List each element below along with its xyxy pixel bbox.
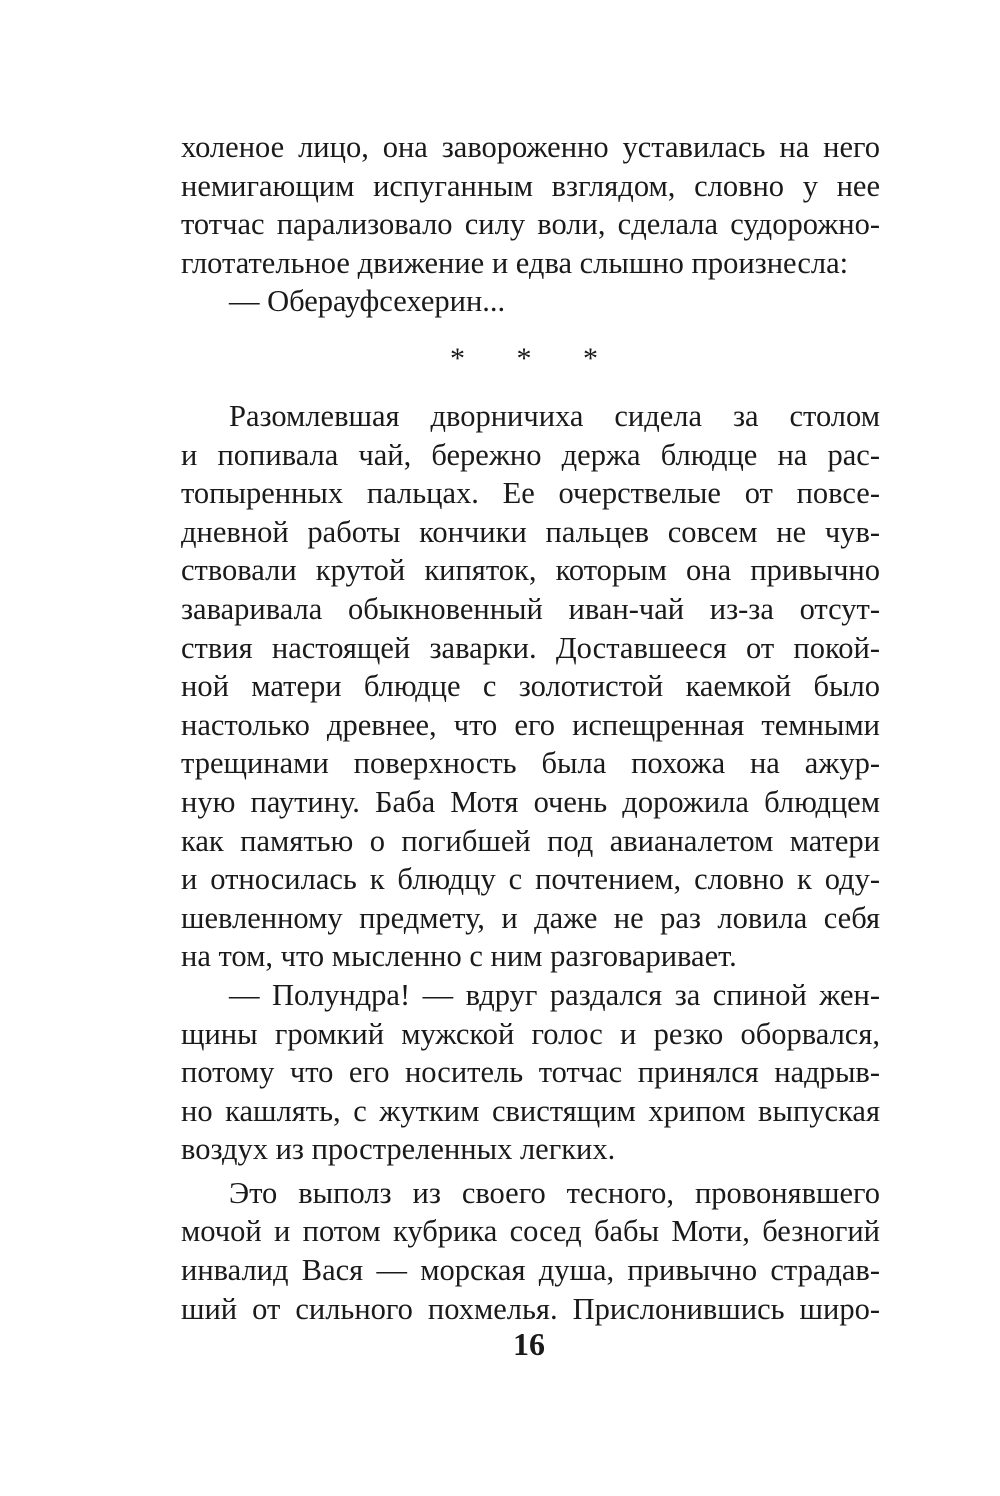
text-line: ствовали крутой кипяток, которым она привычно xyxy=(181,553,880,588)
text-line: ную паутину. Баба Мотя очень дорожила блюдцем xyxy=(181,784,880,819)
text-line: немигающим испуганным взглядом, словно у нее xyxy=(181,168,880,203)
text-line: и попивала чай, бережно держа блюдце на рас- xyxy=(181,437,880,472)
text-block-top xyxy=(181,128,880,321)
text-line: Это выполз из своего тесного, провонявшего xyxy=(229,1175,880,1210)
text-line: но кашлять, с жутким свистящим хрипом выпуская xyxy=(181,1093,880,1128)
text-line: ной матери блюдце с золотистой каемкой было xyxy=(181,669,880,704)
dialogue-line: — Оберауфсехерин... xyxy=(229,284,506,319)
dialogue-line: — Полундра! — вдруг раздался за спиной жен- xyxy=(229,977,880,1012)
text-line: ствия настоящей заварки. Доставшееся от покой- xyxy=(181,630,880,665)
text-line: потому что его носитель тотчас принялся надрыв- xyxy=(181,1055,880,1090)
text-line: воздух из простреленных легких. xyxy=(181,1132,616,1167)
text-line: инвалид Вася — морская душа, привычно страдав- xyxy=(181,1253,880,1288)
text-line: на том, что мысленно с ним разговаривает. xyxy=(181,939,737,974)
section-separator: * * * xyxy=(450,342,620,375)
text-line: глотательное движение и едва слышно произнесла: xyxy=(181,245,849,280)
text-line: настолько древнее, что его испещренная темными xyxy=(181,707,880,742)
text-line: ший от сильного похмелья. Прислонившись широ- xyxy=(181,1291,880,1326)
text-line: трещинами поверхность была похожа на ажур- xyxy=(181,746,880,781)
text-line: топыренных пальцах. Ее очерствелые от повсе- xyxy=(181,476,880,511)
text-line: и относилась к блюдцу с почтением, словно к оду- xyxy=(181,862,880,897)
text-block-main xyxy=(181,397,880,1328)
paragraph xyxy=(181,397,880,976)
paragraph xyxy=(181,1174,880,1328)
text-line: щины громкий мужской голос и резко оборвался, xyxy=(181,1016,880,1051)
text-line: дневной работы кончики пальцев совсем не чув- xyxy=(181,514,880,549)
text-line: мочой и потом кубрика сосед бабы Моти, безногий xyxy=(181,1214,880,1249)
text-line: шевленному предмету, и даже не раз ловила себя xyxy=(181,900,880,935)
paragraph xyxy=(181,976,880,1169)
text-line: как памятью о погибшей под авианалетом матери xyxy=(181,823,880,858)
text-line: Разомлевшая дворничиха сидела за столом xyxy=(229,399,880,433)
text-line: холеное лицо, она завороженно уставилась на него xyxy=(181,130,880,164)
text-line: заваривала обыкновенный иван-чай из-за отсут- xyxy=(181,591,880,626)
text-line: тотчас парализовало силу воли, сделала судорожно- xyxy=(181,207,880,242)
page-number: 16 xyxy=(513,1326,545,1362)
